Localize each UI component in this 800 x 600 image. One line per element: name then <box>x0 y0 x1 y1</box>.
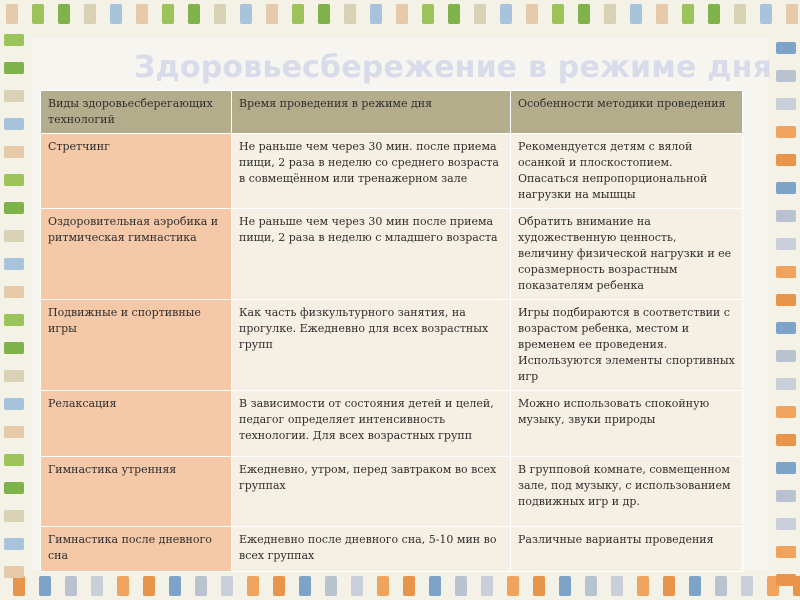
cell-time: Не раньше чем через 30 мин. после приема пищи, 2 раза в неделю со среднего возраста в совмещённом или тренажерном зале <box>232 134 511 209</box>
border-square <box>776 238 796 250</box>
border-square <box>4 62 24 74</box>
border-square <box>4 342 24 354</box>
border-square <box>776 294 796 306</box>
border-square <box>344 4 356 24</box>
border-square <box>682 4 694 24</box>
table-header-row <box>41 91 743 134</box>
border-square <box>776 406 796 418</box>
border-square <box>474 4 486 24</box>
border-square <box>4 398 24 410</box>
border-square <box>776 70 796 82</box>
border-square <box>656 4 668 24</box>
border-square <box>4 426 24 438</box>
border-square <box>776 126 796 138</box>
border-square <box>273 576 285 596</box>
cell-features: Различные варианты проведения <box>511 527 743 572</box>
cell-features: В групповой комнате, совмещенном зале, под музыку, с использованием подвижных игр и др. <box>511 457 743 527</box>
border-square <box>689 576 701 596</box>
border-square <box>39 576 51 596</box>
border-square <box>370 4 382 24</box>
border-square <box>4 538 24 550</box>
border-square <box>776 546 796 558</box>
border-square <box>663 576 675 596</box>
border-square <box>4 454 24 466</box>
border-square <box>214 4 226 24</box>
cell-time: Ежедневно после дневного сна, 5-10 мин во всех группах <box>232 527 511 572</box>
border-square <box>776 574 796 586</box>
border-square <box>292 4 304 24</box>
border-square <box>4 118 24 130</box>
header-cell-types: Виды здоровьесберегающих технологий <box>41 91 232 134</box>
border-square <box>776 378 796 390</box>
header-cell-features: Особенности методики проведения <box>511 91 743 134</box>
border-square <box>396 4 408 24</box>
table-row <box>41 209 743 300</box>
border-square <box>91 576 103 596</box>
border-square <box>162 4 174 24</box>
border-square <box>776 266 796 278</box>
border-square <box>715 576 727 596</box>
table-row <box>41 527 743 572</box>
border-square <box>611 576 623 596</box>
cell-features: Рекомендуется детям с вялой осанкой и плоскостопием. Опасаться непропорциональной нагрузки на мышцы <box>511 134 743 209</box>
border-square <box>299 576 311 596</box>
cell-time: Не раньше чем через 30 мин после приема пищи, 2 раза в неделю с младшего возраста <box>232 209 511 300</box>
border-square <box>776 350 796 362</box>
border-square <box>760 4 772 24</box>
border-square <box>266 4 278 24</box>
border-square <box>604 4 616 24</box>
border-square <box>4 230 24 242</box>
border-square <box>4 146 24 158</box>
border-square <box>741 576 753 596</box>
cell-technology: Стретчинг <box>41 134 232 209</box>
table-row <box>41 300 743 391</box>
border-square <box>422 4 434 24</box>
border-square <box>526 4 538 24</box>
border-square <box>4 566 24 578</box>
border-square <box>195 576 207 596</box>
border-square <box>4 174 24 186</box>
border-square <box>776 154 796 166</box>
border-square <box>559 576 571 596</box>
border-square <box>552 4 564 24</box>
border-square <box>318 4 330 24</box>
border-square <box>169 576 181 596</box>
border-square <box>136 4 148 24</box>
border-square <box>4 90 24 102</box>
border-square <box>448 4 460 24</box>
border-square <box>734 4 746 24</box>
table-row <box>41 457 743 527</box>
border-square <box>6 4 18 24</box>
border-square <box>507 576 519 596</box>
border-square <box>4 314 24 326</box>
border-square <box>630 4 642 24</box>
border-square <box>776 322 796 334</box>
border-square <box>110 4 122 24</box>
table-row <box>41 134 743 209</box>
border-square <box>58 4 70 24</box>
border-square <box>188 4 200 24</box>
border-square <box>776 42 796 54</box>
border-square <box>776 182 796 194</box>
border-square <box>4 202 24 214</box>
border-square <box>455 576 467 596</box>
border-square <box>708 4 720 24</box>
border-square <box>4 286 24 298</box>
border-square <box>637 576 649 596</box>
border-square <box>325 576 337 596</box>
border-square <box>776 462 796 474</box>
border-square <box>240 4 252 24</box>
border-square <box>786 4 798 24</box>
border-square <box>143 576 155 596</box>
border-square <box>377 576 389 596</box>
border-square <box>4 34 24 46</box>
cell-technology: Релаксация <box>41 391 232 457</box>
border-square <box>776 434 796 446</box>
cell-technology: Гимнастика после дневного сна <box>41 527 232 572</box>
border-square <box>4 482 24 494</box>
border-square <box>776 98 796 110</box>
border-square <box>117 576 129 596</box>
border-square <box>776 210 796 222</box>
border-square <box>32 4 44 24</box>
border-square <box>403 576 415 596</box>
border-square <box>221 576 233 596</box>
cell-time: Как часть физкультурного занятия, на прогулке. Ежедневно для всех возрастных групп <box>232 300 511 391</box>
border-square <box>4 510 24 522</box>
border-square <box>84 4 96 24</box>
header-cell-time: Время проведения в режиме дня <box>232 91 511 134</box>
border-square <box>578 4 590 24</box>
table-row <box>41 391 743 457</box>
border-square <box>247 576 259 596</box>
cell-features: Обратить внимание на художественную ценность, величину физической нагрузки и ее соразмерность возрастным показателям ребенка <box>511 209 743 300</box>
cell-technology: Оздоровительная аэробика и ритмическая гимнастика <box>41 209 232 300</box>
border-square <box>13 576 25 596</box>
border-square <box>4 370 24 382</box>
cell-features: Игры подбираются в соответствии с возрастом ребенка, местом и временем ее проведения. Используются элементы спортивных игр <box>511 300 743 391</box>
border-square <box>776 490 796 502</box>
border-square <box>429 576 441 596</box>
border-square <box>4 258 24 270</box>
cell-time: Ежедневно, утром, перед завтраком во всех группах <box>232 457 511 527</box>
border-square <box>481 576 493 596</box>
cell-time: В зависимости от состояния детей и целей, педагог определяет интенсивность технологии. Для всех возрастных групп <box>232 391 511 457</box>
border-square <box>500 4 512 24</box>
border-square <box>776 518 796 530</box>
border-square <box>351 576 363 596</box>
health-technologies-table <box>40 90 743 572</box>
border-square <box>65 576 77 596</box>
page-title: Здоровьесбережение в режиме дня <box>134 50 773 85</box>
cell-features: Можно использовать спокойную музыку, звуки природы <box>511 391 743 457</box>
border-square <box>533 576 545 596</box>
cell-technology: Гимнастика утренняя <box>41 457 232 527</box>
cell-technology: Подвижные и спортивные игры <box>41 300 232 391</box>
border-square <box>585 576 597 596</box>
